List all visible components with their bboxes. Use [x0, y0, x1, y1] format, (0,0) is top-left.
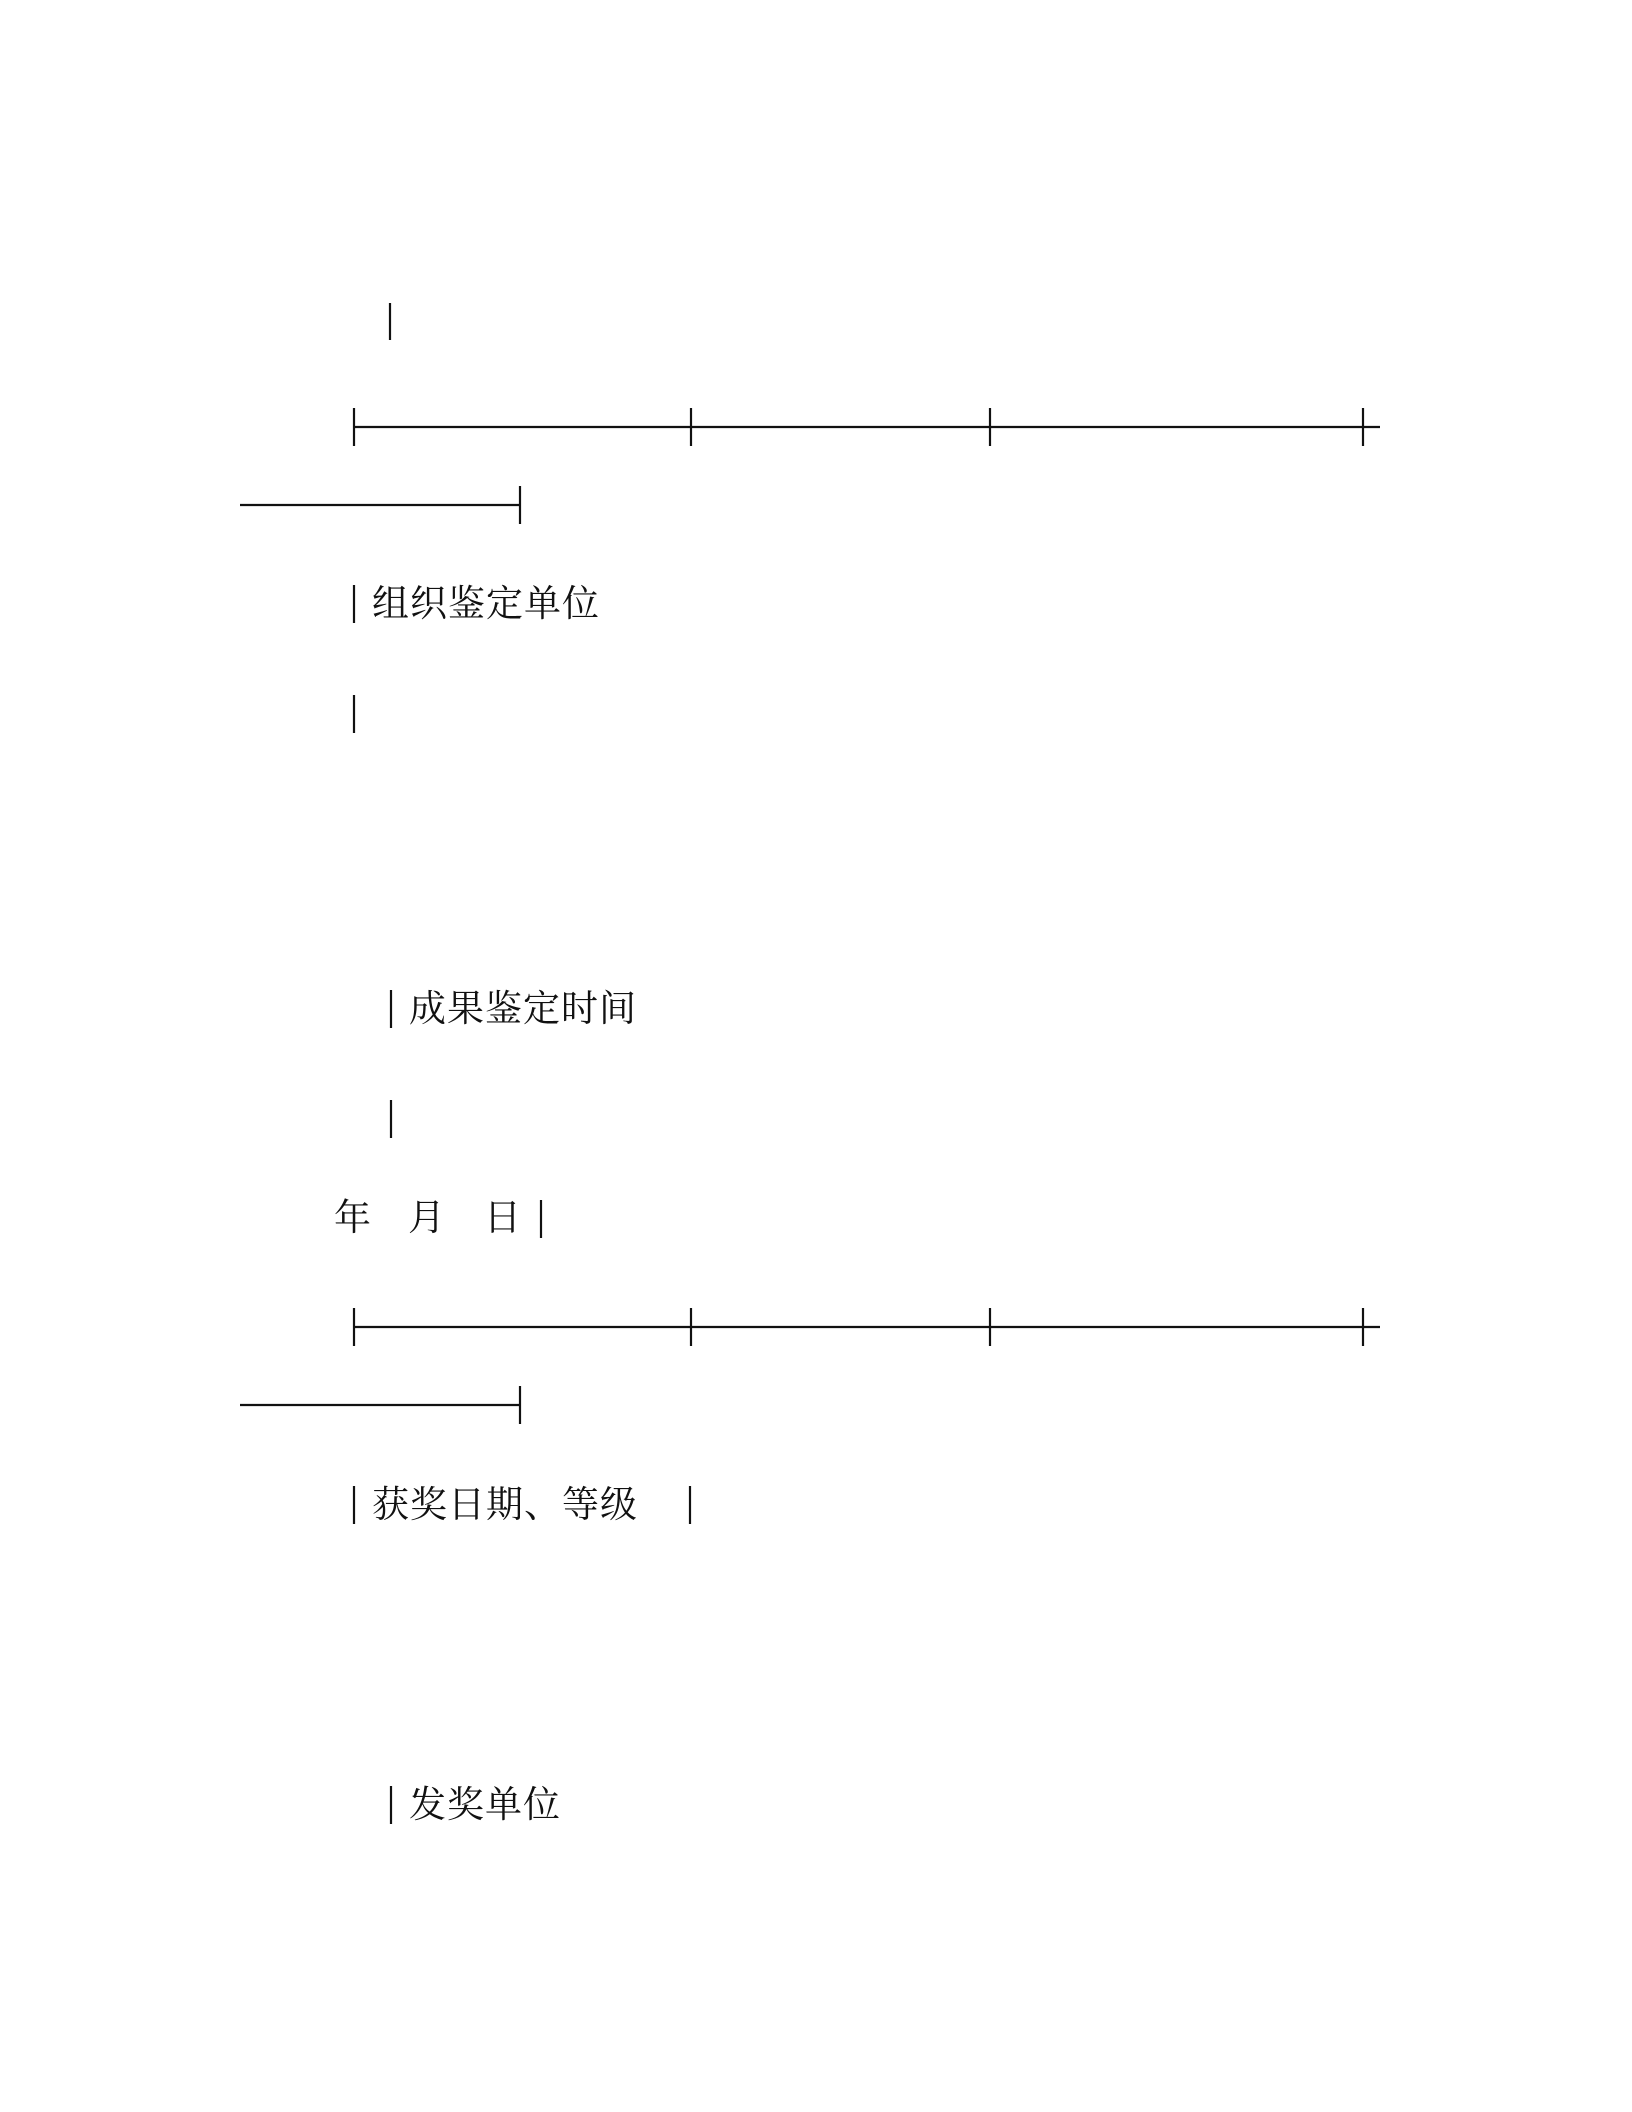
award-date-level-label: 获奖日期、等级 — [372, 1483, 638, 1526]
day-label: 日 — [484, 1196, 521, 1239]
year-label: 年 — [334, 1196, 371, 1239]
month-label: 月 — [408, 1196, 445, 1239]
appraisal-time-label: 成果鉴定时间 — [409, 987, 637, 1030]
date-row — [334, 1198, 534, 1238]
organizing-unit-label: 组织鉴定单位 — [372, 582, 600, 625]
awarding-unit-label: 发奖单位 — [409, 1783, 561, 1826]
